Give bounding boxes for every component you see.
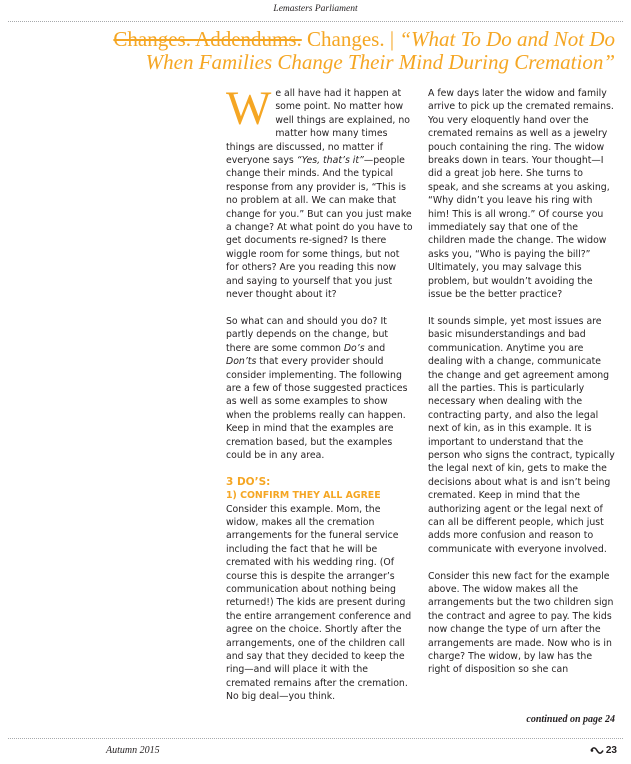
top-dotted-rule: [8, 21, 623, 22]
headline-struck-text: Changes. Addendums.: [113, 27, 302, 51]
article-column-2: [428, 87, 616, 677]
emphasis-text: Don’ts: [226, 356, 257, 368]
headline-line-2: When Families Change Their Mind During Cremation”: [145, 50, 615, 74]
section-heading: 3 DO’S:: [226, 475, 271, 488]
issue-season: Autumn 2015: [106, 745, 160, 756]
paragraph-text: —people change their minds. And the typical response from any provider is, “This is no problem at all. We can make that change for you.” But can you just make a change? At what point do you have to get documents re-signed? Is there wiggle room for some things, but not for others? Are you reading this now and saying to yourself that you just never thought about it?: [226, 155, 413, 301]
bottom-dotted-rule: [8, 738, 623, 739]
headline-plain-text: Changes. |: [307, 27, 395, 51]
drop-cap: W: [226, 82, 272, 135]
paragraph: It sounds simple, yet most issues are basic misunderstandings and bad communication. Anytime you are dealing with a change, communicate the change and get agreement among all the parties. This is particularly necessary when dealing with the contracting party, and also the legal next of kin, as in this example. It is important to understand that the person who signs the contract, typically the legal next of kin, gets to make the decisions about what is and isn’t being cremated. Keep in mind that the authorizing agent or the legal next of can all be different people, which just adds more confusion and reason to communicate with everyone involved.: [428, 315, 615, 555]
paragraph: A few days later the widow and family arrive to pick up the cremated remains. You very eloquently hand over the cremated remains as well as a jewelry pouch containing the ring. The widow breaks down in tears. Your thought—I did a great job here. She turns to speak, and she screams at you asking, “Why didn’t you leave his ring with him! This is all wrong.” Of course you immediately say that one of the children made the change. The widow asks you, “Who is paying the bill?” Ultimately, you may salvage this problem, but wouldn’t avoiding the issue be the better practice?: [428, 88, 614, 301]
headline-italic-1: “What To Do and Not Do: [399, 27, 615, 51]
headline-line-1: [15, 28, 615, 51]
paragraph: [226, 315, 414, 462]
paragraph-text: e all have had it happen at some point. No matter how well things are explained, no matter how many times things are discussed, no matter if everyone says: [226, 88, 410, 167]
scroll-ornament-icon: [590, 746, 604, 755]
paragraph: Consider this new fact for the example above. The widow makes all the arrangements but the two children sign the contract and agree to pay. The kids now change the type of urn after the arrangements are made. Now who is in charge? The widow, by law has the right of disposition so she can: [428, 570, 614, 676]
page-number-block: [590, 745, 617, 756]
paragraph: [226, 82, 414, 302]
emphasis-text: Do’s: [343, 342, 365, 354]
article-headline: [15, 28, 615, 74]
page-number: 23: [605, 745, 617, 756]
paragraph-text: So what can and should you do? It partly depends on the change, but there are some common: [226, 315, 389, 354]
article-column-1: [226, 82, 414, 704]
emphasis-text: “Yes, that’s it”: [296, 155, 364, 167]
sub-heading: 1) CONFIRM THEY ALL AGREE: [226, 490, 381, 502]
publication-title: Lemasters Parliament: [273, 4, 358, 14]
paragraph: Consider this example. Mom, the widow, makes all the cremation arrangements for the funeral service including the fact that he will be cremated with his wedding ring. (Of course this is despite the arranger’s communication about nothing being returned!) The kids are present during the entire arrangement conference and agree on the choice. Shortly after the arrangements, one of the children call and say that they decided to keep the ring—and will place it with the cremated remains after the cremation. No big deal—you think.: [226, 503, 412, 703]
paragraph-text: and: [364, 342, 386, 354]
paragraph-text: that every provider should consider implementing. The following are a few of those suggested practices as well as some examples to show when the problems really can happen. Keep in mind that the examples are cremation based, but the examples could be in any area.: [226, 356, 408, 461]
continued-note: continued on page 24: [526, 714, 615, 725]
